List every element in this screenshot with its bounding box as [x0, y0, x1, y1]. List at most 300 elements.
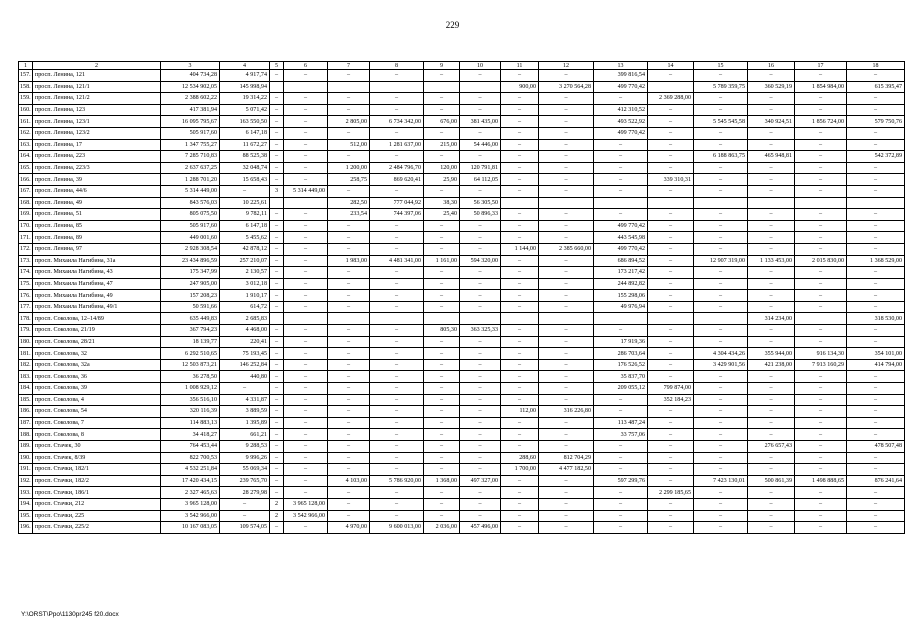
value-cell: –: [648, 209, 694, 221]
value-cell: –: [795, 406, 847, 418]
table-row: [19, 336, 905, 348]
value-cell: –: [284, 417, 328, 429]
value-cell: –: [424, 290, 460, 302]
value-cell: –: [539, 290, 594, 302]
value-cell: –: [594, 139, 648, 151]
table-row: [19, 104, 905, 116]
value-cell: –: [748, 104, 795, 116]
value-cell: –: [424, 371, 460, 383]
table-body: [19, 70, 905, 534]
value-cell: 25,40: [424, 209, 460, 221]
value-cell: –: [795, 151, 847, 163]
value-cell: –: [795, 185, 847, 197]
value-cell: 1 368,00: [424, 475, 460, 487]
value-cell: –: [847, 394, 905, 406]
value-cell: –: [694, 394, 748, 406]
value-cell: [328, 81, 370, 93]
value-cell: 55 069,34: [220, 464, 270, 476]
value-cell: –: [328, 267, 370, 279]
row-number-cell: 195.: [19, 510, 33, 522]
row-number-cell: 161.: [19, 116, 33, 128]
value-cell: –: [460, 127, 501, 139]
table-row: [19, 394, 905, 406]
value-cell: –: [460, 220, 501, 232]
value-cell: –: [539, 220, 594, 232]
value-cell: 615 395,47: [847, 81, 905, 93]
value-cell: –: [648, 301, 694, 313]
value-cell: –: [328, 301, 370, 313]
table-row: [19, 93, 905, 105]
value-cell: 2 928 308,54: [161, 243, 220, 255]
value-cell: –: [270, 348, 284, 360]
value-cell: 155 298,06: [594, 290, 648, 302]
value-cell: –: [795, 371, 847, 383]
value-cell: –: [370, 406, 424, 418]
address-cell: просп. Ленина, 44/6: [33, 185, 161, 197]
value-cell: –: [501, 510, 539, 522]
value-cell: –: [328, 325, 370, 337]
address-cell: просп. Ленина, 39: [33, 174, 161, 186]
address-cell: просп. Ленина, 121/1: [33, 81, 161, 93]
value-cell: –: [694, 127, 748, 139]
value-cell: –: [694, 232, 748, 244]
value-cell: –: [270, 371, 284, 383]
value-cell: –: [694, 406, 748, 418]
value-cell: 6 147,18: [220, 127, 270, 139]
value-cell: 17 420 434,15: [161, 475, 220, 487]
value-cell: 614,72: [220, 301, 270, 313]
value-cell: –: [594, 394, 648, 406]
value-cell: 1 395,89: [220, 417, 270, 429]
value-cell: 399 816,54: [594, 70, 648, 82]
value-cell: –: [270, 429, 284, 441]
row-number-cell: 179.: [19, 325, 33, 337]
value-cell: –: [648, 371, 694, 383]
address-cell: просп. Ленина, 17: [33, 139, 161, 151]
value-cell: –: [460, 104, 501, 116]
row-number-cell: 180.: [19, 336, 33, 348]
value-cell: –: [284, 116, 328, 128]
value-cell: –: [270, 487, 284, 499]
table-row: [19, 81, 905, 93]
value-cell: –: [424, 104, 460, 116]
address-cell: просп. Соколова, 32а: [33, 359, 161, 371]
value-cell: –: [748, 498, 795, 510]
table-row: [19, 452, 905, 464]
value-cell: 28 279,98: [220, 487, 270, 499]
value-cell: 33 757,06: [594, 429, 648, 441]
value-cell: –: [795, 127, 847, 139]
value-cell: [594, 313, 648, 325]
row-number-cell: 188.: [19, 429, 33, 441]
value-cell: –: [328, 371, 370, 383]
value-cell: –: [694, 139, 748, 151]
value-cell: 4 970,00: [328, 522, 370, 534]
row-number-cell: 176.: [19, 290, 33, 302]
value-cell: 10 225,61: [220, 197, 270, 209]
value-cell: –: [795, 139, 847, 151]
address-cell: просп. Ленина, 121: [33, 70, 161, 82]
row-number-cell: 160.: [19, 104, 33, 116]
value-cell: [847, 197, 905, 209]
address-table: [18, 61, 905, 534]
value-cell: –: [648, 359, 694, 371]
value-cell: –: [795, 510, 847, 522]
value-cell: –: [501, 93, 539, 105]
value-cell: –: [501, 441, 539, 453]
value-cell: –: [748, 464, 795, 476]
value-cell: –: [424, 93, 460, 105]
value-cell: –: [270, 394, 284, 406]
value-cell: 316 226,80: [539, 406, 594, 418]
value-cell: 145 998,94: [220, 81, 270, 93]
value-cell: –: [795, 290, 847, 302]
value-cell: –: [501, 70, 539, 82]
value-cell: –: [370, 185, 424, 197]
column-header-13: 13: [594, 62, 648, 70]
value-cell: –: [284, 301, 328, 313]
value-cell: –: [424, 70, 460, 82]
value-cell: –: [748, 522, 795, 534]
value-cell: –: [370, 151, 424, 163]
value-cell: –: [648, 267, 694, 279]
value-cell: –: [594, 209, 648, 221]
table-row: [19, 383, 905, 395]
value-cell: 38,30: [424, 197, 460, 209]
value-cell: –: [795, 174, 847, 186]
value-cell: 12 534 902,05: [161, 81, 220, 93]
address-cell: просп. Стачки, 212: [33, 498, 161, 510]
value-cell: [501, 197, 539, 209]
value-cell: –: [460, 267, 501, 279]
column-header-12: 12: [539, 62, 594, 70]
value-cell: 282,50: [328, 197, 370, 209]
value-cell: [594, 197, 648, 209]
address-cell: просп. Михаила Нагибина, 47: [33, 278, 161, 290]
column-header-15: 15: [694, 62, 748, 70]
value-cell: –: [370, 464, 424, 476]
table-row: [19, 522, 905, 534]
address-cell: просп. Ленина, 123/1: [33, 116, 161, 128]
value-cell: 2 805,00: [328, 116, 370, 128]
value-cell: –: [424, 487, 460, 499]
row-number-cell: 169.: [19, 209, 33, 221]
value-cell: –: [270, 151, 284, 163]
value-cell: –: [270, 301, 284, 313]
value-cell: –: [847, 267, 905, 279]
value-cell: –: [270, 209, 284, 221]
address-cell: просп. Соколова, 39: [33, 383, 161, 395]
value-cell: –: [460, 243, 501, 255]
value-cell: –: [694, 70, 748, 82]
value-cell: –: [270, 70, 284, 82]
value-cell: 6 734 342,00: [370, 116, 424, 128]
value-cell: –: [270, 441, 284, 453]
value-cell: 157 208,23: [161, 290, 220, 302]
row-number-cell: 184.: [19, 383, 33, 395]
column-header-4: 4: [220, 62, 270, 70]
row-number-cell: 192.: [19, 475, 33, 487]
address-table-container: [18, 61, 902, 534]
value-cell: 440,80: [220, 371, 270, 383]
value-cell: –: [847, 336, 905, 348]
value-cell: 594 320,00: [460, 255, 501, 267]
value-cell: 5 071,42: [220, 104, 270, 116]
value-cell: –: [795, 243, 847, 255]
value-cell: –: [501, 383, 539, 395]
value-cell: –: [460, 452, 501, 464]
value-cell: –: [424, 151, 460, 163]
value-cell: –: [270, 104, 284, 116]
value-cell: –: [501, 232, 539, 244]
value-cell: 443 545,98: [594, 232, 648, 244]
value-cell: 1 910,17: [220, 290, 270, 302]
value-cell: –: [501, 104, 539, 116]
value-cell: –: [594, 162, 648, 174]
value-cell: –: [328, 278, 370, 290]
value-cell: –: [424, 127, 460, 139]
value-cell: 9 288,53: [220, 441, 270, 453]
value-cell: –: [328, 417, 370, 429]
value-cell: 457 496,00: [460, 522, 501, 534]
value-cell: 404 734,28: [161, 70, 220, 82]
value-cell: –: [328, 498, 370, 510]
value-cell: –: [501, 185, 539, 197]
value-cell: –: [328, 359, 370, 371]
value-cell: –: [328, 104, 370, 116]
table-row: [19, 348, 905, 360]
value-cell: –: [370, 359, 424, 371]
value-cell: –: [847, 278, 905, 290]
value-cell: –: [370, 93, 424, 105]
value-cell: –: [539, 104, 594, 116]
address-cell: просп. Стачки, 225/2: [33, 522, 161, 534]
value-cell: –: [847, 325, 905, 337]
value-cell: –: [460, 441, 501, 453]
value-cell: –: [460, 510, 501, 522]
row-number-cell: 173.: [19, 255, 33, 267]
value-cell: 2 299 185,65: [648, 487, 694, 499]
row-number-cell: 177.: [19, 301, 33, 313]
value-cell: –: [847, 243, 905, 255]
value-cell: –: [795, 278, 847, 290]
value-cell: –: [539, 209, 594, 221]
column-header-7: 7: [328, 62, 370, 70]
table-row: [19, 406, 905, 418]
value-cell: –: [460, 417, 501, 429]
value-cell: 19 314,22: [220, 93, 270, 105]
value-cell: 9 600 013,00: [370, 522, 424, 534]
address-cell: просп. Соколова, 4: [33, 394, 161, 406]
value-cell: [424, 313, 460, 325]
value-cell: –: [328, 336, 370, 348]
value-cell: –: [648, 127, 694, 139]
table-row: [19, 510, 905, 522]
value-cell: 1 161,00: [424, 255, 460, 267]
address-cell: просп. Стачки, 225: [33, 510, 161, 522]
value-cell: –: [328, 464, 370, 476]
value-cell: –: [648, 336, 694, 348]
address-cell: просп. Стачки, 182/1: [33, 464, 161, 476]
column-header-10: 10: [460, 62, 501, 70]
value-cell: –: [648, 220, 694, 232]
value-cell: –: [694, 325, 748, 337]
value-cell: –: [460, 185, 501, 197]
table-row: [19, 139, 905, 151]
value-cell: 417 381,94: [161, 104, 220, 116]
value-cell: –: [220, 185, 270, 197]
table-row: [19, 359, 905, 371]
value-cell: –: [284, 220, 328, 232]
value-cell: 32 048,74: [220, 162, 270, 174]
value-cell: [539, 313, 594, 325]
value-cell: –: [284, 383, 328, 395]
value-cell: –: [694, 209, 748, 221]
address-cell: просп. Ленина, 123: [33, 104, 161, 116]
value-cell: 2: [270, 498, 284, 510]
value-cell: –: [694, 174, 748, 186]
row-number-cell: 183.: [19, 371, 33, 383]
row-number-cell: 191.: [19, 464, 33, 476]
value-cell: 35 837,70: [594, 371, 648, 383]
value-cell: –: [270, 220, 284, 232]
value-cell: –: [648, 162, 694, 174]
value-cell: –: [795, 104, 847, 116]
value-cell: 314 234,00: [748, 313, 795, 325]
value-cell: –: [795, 452, 847, 464]
value-cell: 239 765,70: [220, 475, 270, 487]
column-header-3: 3: [161, 62, 220, 70]
row-number-cell: 190.: [19, 452, 33, 464]
value-cell: –: [501, 209, 539, 221]
value-cell: 900,00: [501, 81, 539, 93]
table-row: [19, 255, 905, 267]
value-cell: 3 889,59: [220, 406, 270, 418]
value-cell: –: [370, 371, 424, 383]
table-row: [19, 232, 905, 244]
value-cell: [270, 81, 284, 93]
value-cell: –: [847, 498, 905, 510]
value-cell: 1 200,00: [328, 162, 370, 174]
value-cell: –: [270, 127, 284, 139]
value-cell: 414 794,00: [847, 359, 905, 371]
value-cell: –: [594, 510, 648, 522]
value-cell: –: [539, 232, 594, 244]
value-cell: –: [847, 301, 905, 313]
value-cell: –: [594, 185, 648, 197]
value-cell: –: [460, 301, 501, 313]
value-cell: –: [501, 278, 539, 290]
value-cell: –: [648, 232, 694, 244]
value-cell: –: [748, 406, 795, 418]
column-header-1: 1: [19, 62, 33, 70]
value-cell: 542 372,89: [847, 151, 905, 163]
value-cell: –: [795, 417, 847, 429]
value-cell: 5 314 449,00: [284, 185, 328, 197]
value-cell: –: [594, 522, 648, 534]
value-cell: 3: [270, 185, 284, 197]
table-row: [19, 475, 905, 487]
value-cell: –: [795, 429, 847, 441]
value-cell: 114 883,13: [161, 417, 220, 429]
value-cell: –: [648, 348, 694, 360]
value-cell: –: [284, 255, 328, 267]
address-cell: просп. Михаила Нагибина, 49: [33, 290, 161, 302]
value-cell: –: [795, 325, 847, 337]
row-number-cell: 170.: [19, 220, 33, 232]
value-cell: –: [847, 139, 905, 151]
value-cell: 109 574,05: [220, 522, 270, 534]
value-cell: 1 700,00: [501, 464, 539, 476]
value-cell: –: [284, 174, 328, 186]
value-cell: –: [648, 510, 694, 522]
value-cell: –: [694, 464, 748, 476]
value-cell: –: [795, 522, 847, 534]
value-cell: –: [648, 429, 694, 441]
value-cell: –: [424, 452, 460, 464]
value-cell: –: [424, 267, 460, 279]
value-cell: –: [501, 348, 539, 360]
value-cell: –: [501, 174, 539, 186]
value-cell: 120,00: [424, 162, 460, 174]
value-cell: –: [460, 371, 501, 383]
value-cell: [648, 81, 694, 93]
column-header-9: 9: [424, 62, 460, 70]
row-number-cell: 172.: [19, 243, 33, 255]
value-cell: –: [795, 383, 847, 395]
value-cell: –: [648, 522, 694, 534]
table-row: [19, 127, 905, 139]
table-row: [19, 243, 905, 255]
value-cell: –: [460, 406, 501, 418]
value-cell: –: [847, 487, 905, 499]
value-cell: 146 252,84: [220, 359, 270, 371]
value-cell: –: [460, 464, 501, 476]
table-row: [19, 417, 905, 429]
value-cell: –: [328, 290, 370, 302]
table-row: [19, 220, 905, 232]
table-row: [19, 487, 905, 499]
value-cell: 340 924,51: [748, 116, 795, 128]
value-cell: –: [370, 417, 424, 429]
value-cell: 34 418,27: [161, 429, 220, 441]
value-cell: 777 044,92: [370, 197, 424, 209]
value-cell: –: [284, 475, 328, 487]
value-cell: –: [284, 452, 328, 464]
address-cell: просп. Ленина, 223: [33, 151, 161, 163]
value-cell: 1 144,00: [501, 243, 539, 255]
row-number-cell: 162.: [19, 127, 33, 139]
value-cell: –: [501, 220, 539, 232]
value-cell: 5 545 545,58: [694, 116, 748, 128]
value-cell: –: [748, 301, 795, 313]
value-cell: 744 397,06: [370, 209, 424, 221]
value-cell: –: [270, 162, 284, 174]
value-cell: –: [847, 162, 905, 174]
value-cell: 3 542 966,00: [161, 510, 220, 522]
value-cell: 120 791,81: [460, 162, 501, 174]
value-cell: –: [694, 278, 748, 290]
value-cell: 2 015 830,00: [795, 255, 847, 267]
column-header-14: 14: [648, 62, 694, 70]
value-cell: [539, 197, 594, 209]
value-cell: [370, 81, 424, 93]
value-cell: –: [694, 522, 748, 534]
value-cell: –: [694, 417, 748, 429]
address-cell: просп. Ленина, 51: [33, 209, 161, 221]
value-cell: –: [501, 522, 539, 534]
value-cell: –: [748, 127, 795, 139]
